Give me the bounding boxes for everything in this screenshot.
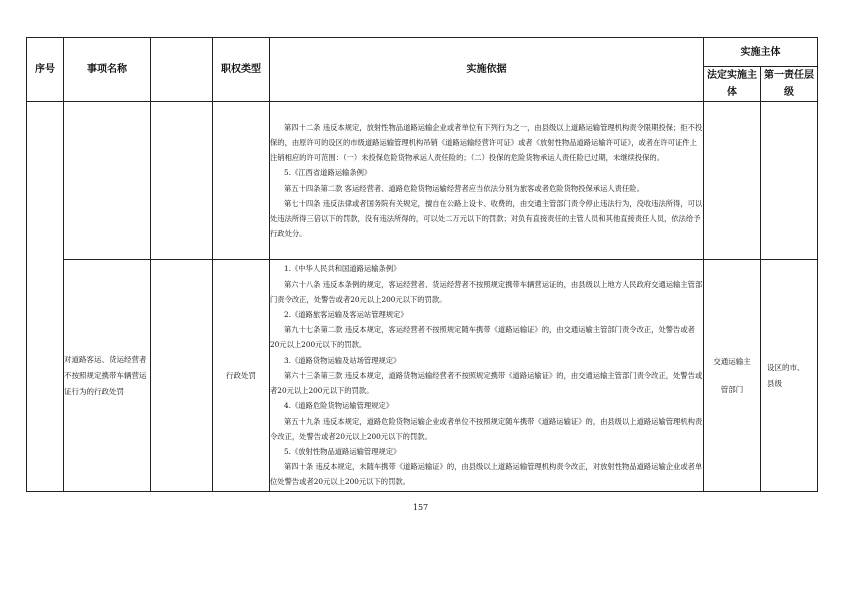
row1-legal-subject: [704, 102, 761, 260]
row1-basis: [270, 102, 704, 260]
row2-basis-line: 3.《道路货物运输及站场管理规定》: [284, 355, 401, 365]
row2-item-name: 对道路客运、货运经营者不按照规定携带车辆营运证行为的行政处罚: [64, 260, 151, 492]
header-seq: 序号: [27, 38, 64, 102]
row2-basis-line: 第九十七条第二款 违反本规定，客运经营者不按照规定随车携带《道路运输证》的，由交通运输主管部门责令改正，处警告或者20元以上200元以下的罚款。: [270, 325, 695, 350]
row2-basis-line: 第六十八条 违反本条例的规定，客运经营者、货运经营者不按照规定携带车辆营运证的，由县级以上地方人民政府交通运输主管部门责令改正，处警告或者20元以上200元以下的罚款。: [270, 279, 703, 304]
header-first-resp: 第一责任层级: [761, 67, 818, 102]
row2-authority-type: 行政处罚: [213, 260, 270, 492]
row2-basis-line: 2.《道路旅客运输及客运站管理规定》: [284, 310, 408, 320]
page-number: 157: [412, 503, 429, 512]
row1-first-resp: [761, 102, 818, 260]
enforcement-table: [26, 37, 818, 492]
row1-basis-line: 5.《江西省道路运输条例》: [284, 168, 372, 178]
row2-legal-subject: 交通运输主管部门: [704, 260, 761, 492]
header-legal-subject: 法定实施主体: [704, 67, 761, 102]
row1-blank: [151, 102, 213, 260]
header-item-name: 事项名称: [64, 38, 151, 102]
header-subject: 实施主体: [704, 38, 818, 67]
row1-basis-line: 第七十四条 违反法律或者国务院有关规定，擅自在公路上设卡、收费的，由交通主管部门责令停止违法行为，没收违法所得，可以处违法所得三倍以下的罚款，没有违法所得的，可以处二万元以下的罚款；对负有直接责任的主管人员和其他直接责任人员，依法给予行政处分。: [270, 198, 703, 239]
row1-basis-line: 第四十二条 违反本规定，放射性物品道路运输企业或者单位有下列行为之一，由县级以上道路运输管理机构责令限期投保；拒不投保的，由原许可的设区的市级道路运输管理机构吊销《道路运输经营许可证》或者《放射性物品道路运输许可证》，或者在许可证件上注销相应的许可范围：（一）未投保危险货物承运人责任险的；（二）投保的危险货物承运人责任险已过期，未继续投保的。: [270, 122, 703, 163]
row2-basis-line: 第五十九条 违反本规定，道路危险货物运输企业或者单位不按照规定随车携带《道路运输证》的，由县级以上道路运输管理机构责令改正，处警告或者20元以上200元以下的罚款。: [270, 416, 703, 441]
row1-authority-type: [213, 102, 270, 260]
row1-item-name: [64, 102, 151, 260]
row2-blank: [151, 260, 213, 492]
row2-basis-line: 第六十三条第三款 违反本规定，道路货物运输经营者不按照规定携带《道路运输证》的，由交通运输主管部门责令改正，处警告或者20元以上200元以下的罚款。: [270, 370, 703, 396]
seq-cell: [27, 102, 64, 492]
header-basis: 实施依据: [270, 38, 704, 102]
row2-first-resp: 设区的市、县级: [761, 260, 818, 492]
row2-basis: [270, 260, 704, 492]
header-authority-type: 职权类型: [213, 38, 270, 102]
row1-basis-line: 第五十四条第二款 客运经营者、道路危险货物运输经营者应当依法分别为旅客或者危险货物投保承运人责任险。: [284, 183, 644, 193]
header-blank: [151, 38, 213, 102]
row2-basis-line: 第四十条 违反本规定，未随车携带《道路运输证》的，由县级以上道路运输管理机构责令改正，对放射性物品道路运输企业或者单位处警告或者20元以上200元以下的罚款。: [270, 462, 703, 487]
row2-basis-line: 1.《中华人民共和国道路运输条例》: [284, 264, 401, 274]
row2-basis-line: 5.《放射性物品道路运输管理规定》: [284, 446, 401, 456]
row2-basis-line: 4.《道路危险货物运输管理规定》: [284, 401, 394, 411]
